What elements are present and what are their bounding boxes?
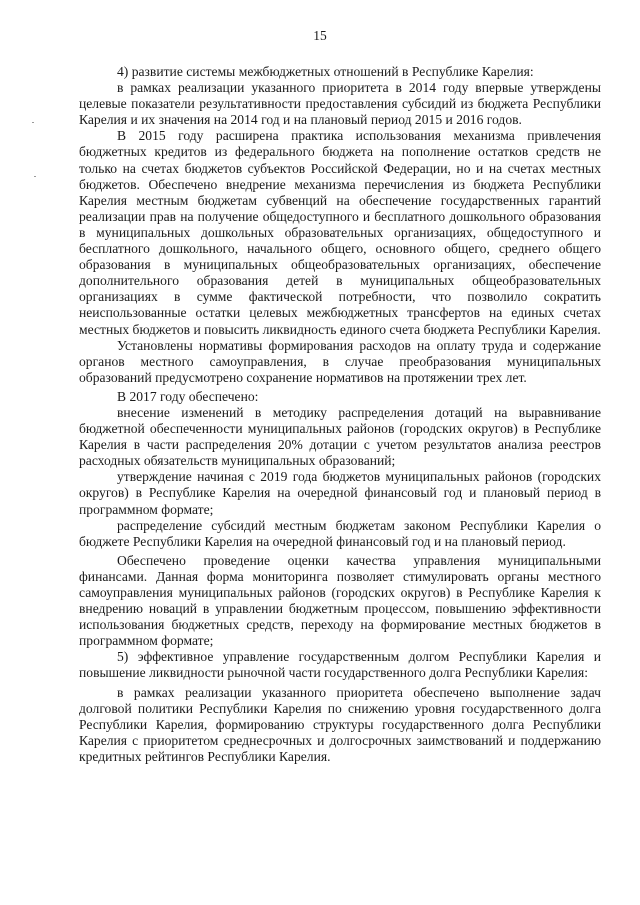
paragraph-2017-provided: В 2017 году обеспечено: xyxy=(117,388,259,404)
page-number: 15 xyxy=(313,28,327,43)
scan-margin-mark xyxy=(34,176,36,177)
paragraph-budget-credits-2015: В 2015 году расширена практика использования механизма привлечения бюджетных кредитов из федерального бюджета на пополнение остатков средств не только на счетах бюджетов субъектов Российской Федерации, но и на счетах местных бюджетов. Обеспечено внедрение механизма перечисления из бюджета Республики Карелия местным бюджетам субвенций на обеспечение государственных гарантий реализации прав на получение общедоступного и бесплатного дошкольного образования в муниципальных дошкольных образовательных организациях, общедоступного и бесплатного дошкольного, начального общего, основного общего, среднего общего образования в муниципальных общеобразовательных организациях, обеспечение дополнительного образования детей в муниципальных общеобразовательных организациях в сумме фактической потребности, что позволило сократить неиспользованные остатки целевых межбюджетных трансфертов на единых счетах местных бюджетов и повысить ликвидность единого счета бюджета Республики Карелия. xyxy=(79,128,601,337)
paragraph-subsidy-indicators: в рамках реализации указанного приоритета в 2014 году впервые утверждены целевые показатели результативности предоставления субсидий из бюджета Республики Карелия и их значения на 2014 год и на плановый период 2015 и 2016 годов. xyxy=(79,80,601,128)
document-body xyxy=(79,64,601,765)
paragraph-methodology-changes: внесение изменений в методику распределения дотаций на выравнивание бюджетной обеспеченности муниципальных районов (городских округов) в Республике Карелия в части распределения 20% дотации с учетом результатов анализа реестров расходных обязательств муниципальных образований; xyxy=(79,404,601,469)
paragraph-subsidy-distribution: распределение субсидий местным бюджетам законом Республики Карелия о бюджете Республики Карелия на очередной финансовый год и на плановый период. xyxy=(79,517,601,549)
scan-margin-mark xyxy=(32,122,34,123)
paragraph-program-format-budgets: утверждение начиная с 2019 года бюджетов муниципальных районов (городских округов) в Республике Карелия на очередной финансовый год и плановый период в программном формате; xyxy=(79,469,601,517)
paragraph-finance-quality-assessment: Обеспечено проведение оценки качества управления муниципальными финансами. Данная форма мониторинга позволяет стимулировать органы местного самоуправления муниципальных районов (городских округов) в Республике Карелия к внедрению новаций в управлении бюджетным процессом, повышению эффективности использования бюджетных средств, переходу на формирование местных бюджетов в программном формате; xyxy=(79,552,601,649)
paragraph-debt-policy-tasks: в рамках реализации указанного приоритета обеспечено выполнение задач долговой политики Республики Карелия по снижению уровня государственного долга Республики Карелия, формированию структуры государственного долга Республики Карелия с приоритетом среднесрочных и долгосрочных заимствований и поддержанию кредитных рейтингов Республики Карелия. xyxy=(79,684,601,764)
paragraph-debt-management-heading: 5) эффективное управление государственным долгом Республики Карелия и повышение ликвидности рыночной части государственного долга Республики Карелия: xyxy=(79,649,601,681)
paragraph-labor-cost-norms: Установлены нормативы формирования расходов на оплату труда и содержание органов местного самоуправления, в случае преобразования муниципальных образований предусмотрено сохранение нормативов на протяжении трех лет. xyxy=(79,337,601,385)
paragraph-budget-relations-heading: 4) развитие системы межбюджетных отношений в Республике Карелия: xyxy=(117,64,534,79)
